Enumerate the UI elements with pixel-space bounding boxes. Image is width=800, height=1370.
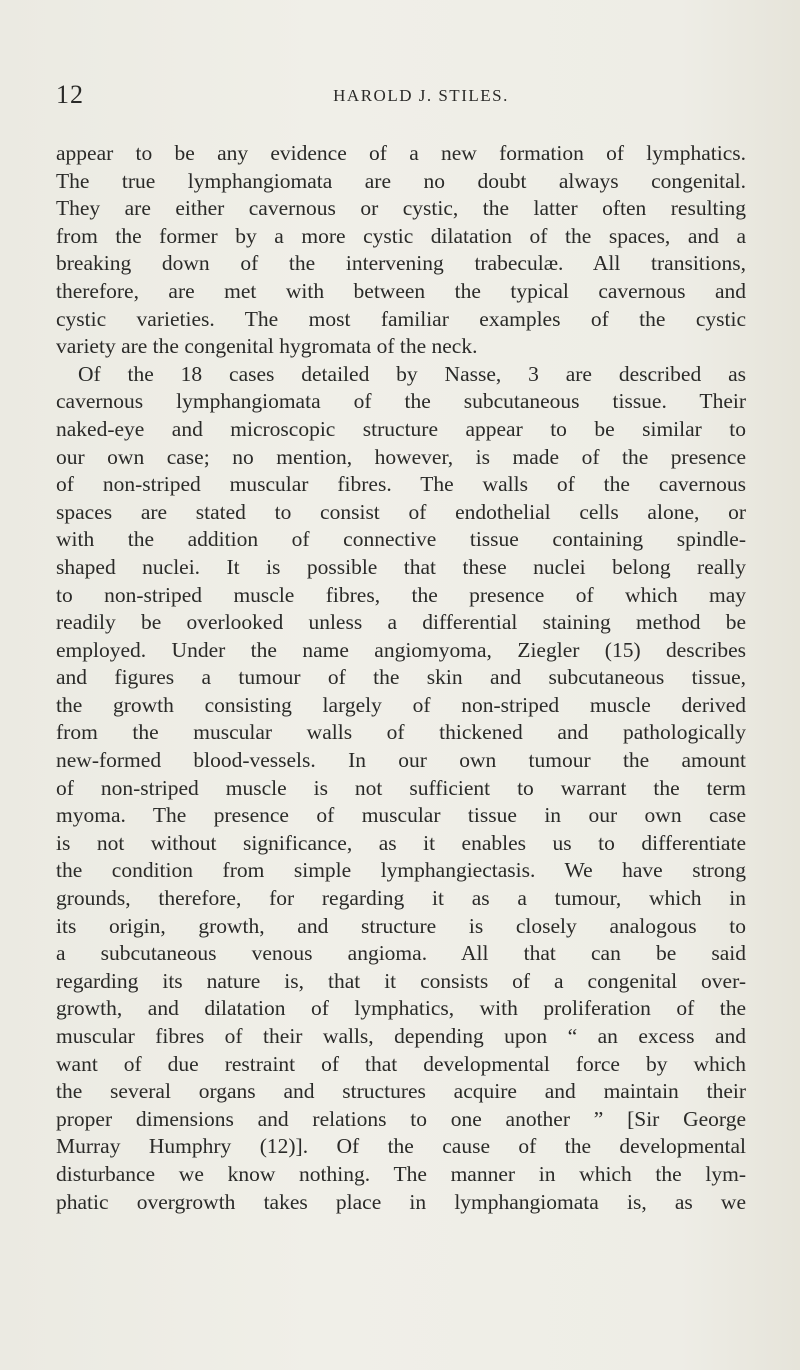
text-line: our own case; no mention, however, is made of the presence: [56, 444, 746, 469]
text-line: regarding its nature is, that it consists of a congenital over-: [56, 968, 746, 993]
text-line: a subcutaneous venous angioma. All that can be said: [56, 941, 746, 966]
running-head: [56, 80, 746, 120]
text-line: disturbance we know nothing. The manner in which the lym-: [56, 1161, 746, 1186]
text-line: of non-striped muscle is not sufficient to warrant the term: [56, 775, 746, 800]
body-text: [56, 140, 746, 1216]
text-line: with the addition of connective tissue containing spindle-: [56, 527, 746, 552]
running-title: HAROLD J. STILES.: [333, 86, 509, 105]
text-line: naked-eye and microscopic structure appear to be similar to: [56, 416, 746, 441]
text-line: phatic overgrowth takes place in lymphangiomata is, as we: [56, 1189, 746, 1214]
text-line: appear to be any evidence of a new formation of lymphatics.: [56, 141, 746, 165]
text-line: employed. Under the name angiomyoma, Ziegler (15) describes: [56, 637, 746, 662]
text-line: shaped nuclei. It is possible that these nuclei belong really: [56, 554, 746, 579]
text-line: readily be overlooked unless a differential staining method be: [56, 610, 746, 635]
text-line: from the muscular walls of thickened and pathologically: [56, 720, 746, 745]
text-line: the several organs and structures acquire and maintain their: [56, 1079, 746, 1104]
text-line: is not without significance, as it enables us to differentiate: [56, 830, 746, 855]
text-line: the growth consisting largely of non-striped muscle derived: [56, 692, 746, 717]
text-line: of non-striped muscular fibres. The walls of the cavernous: [56, 472, 746, 497]
text-line: proper dimensions and relations to one another ” [Sir George: [56, 1106, 746, 1131]
text-line: and figures a tumour of the skin and subcutaneous tissue,: [56, 665, 746, 690]
page-number: 12: [56, 80, 84, 109]
text-line: variety are the congenital hygromata of the neck.: [56, 334, 478, 359]
text-line: muscular fibres of their walls, depending upon “ an excess and: [56, 1024, 746, 1048]
text-line: new-formed blood-vessels. In our own tumour the amount: [56, 748, 746, 773]
text-line: grounds, therefore, for regarding it as a tumour, which in: [56, 886, 746, 911]
text-line: Murray Humphry (12)]. Of the cause of the developmental: [56, 1134, 746, 1159]
text-line: breaking down of the intervening trabeculæ. All transitions,: [56, 251, 746, 276]
text-line: the condition from simple lymphangiectasis. We have strong: [56, 858, 746, 883]
text-line: The true lymphangiomata are no doubt always congenital.: [56, 168, 746, 193]
text-line: growth, and dilatation of lymphatics, with proliferation of the: [56, 996, 746, 1021]
text-line: Of the 18 cases detailed by Nasse, 3 are described as: [78, 361, 746, 386]
text-line: myoma. The presence of muscular tissue in our own case: [56, 803, 746, 828]
text-line: spaces are stated to consist of endothelial cells alone, or: [56, 499, 746, 524]
text-line: They are either cavernous or cystic, the latter often resulting: [56, 196, 746, 221]
text-line: its origin, growth, and structure is closely analogous to: [56, 913, 746, 938]
text-line: cavernous lymphangiomata of the subcutaneous tissue. Their: [56, 389, 746, 414]
text-line: cystic varieties. The most familiar examples of the cystic: [56, 306, 746, 331]
text-line: therefore, are met with between the typical cavernous and: [56, 278, 746, 303]
text-line: from the former by a more cystic dilatation of the spaces, and a: [56, 223, 746, 248]
text-line: want of due restraint of that developmental force by which: [56, 1051, 746, 1076]
text-line: to non-striped muscle fibres, the presence of which may: [56, 582, 746, 607]
